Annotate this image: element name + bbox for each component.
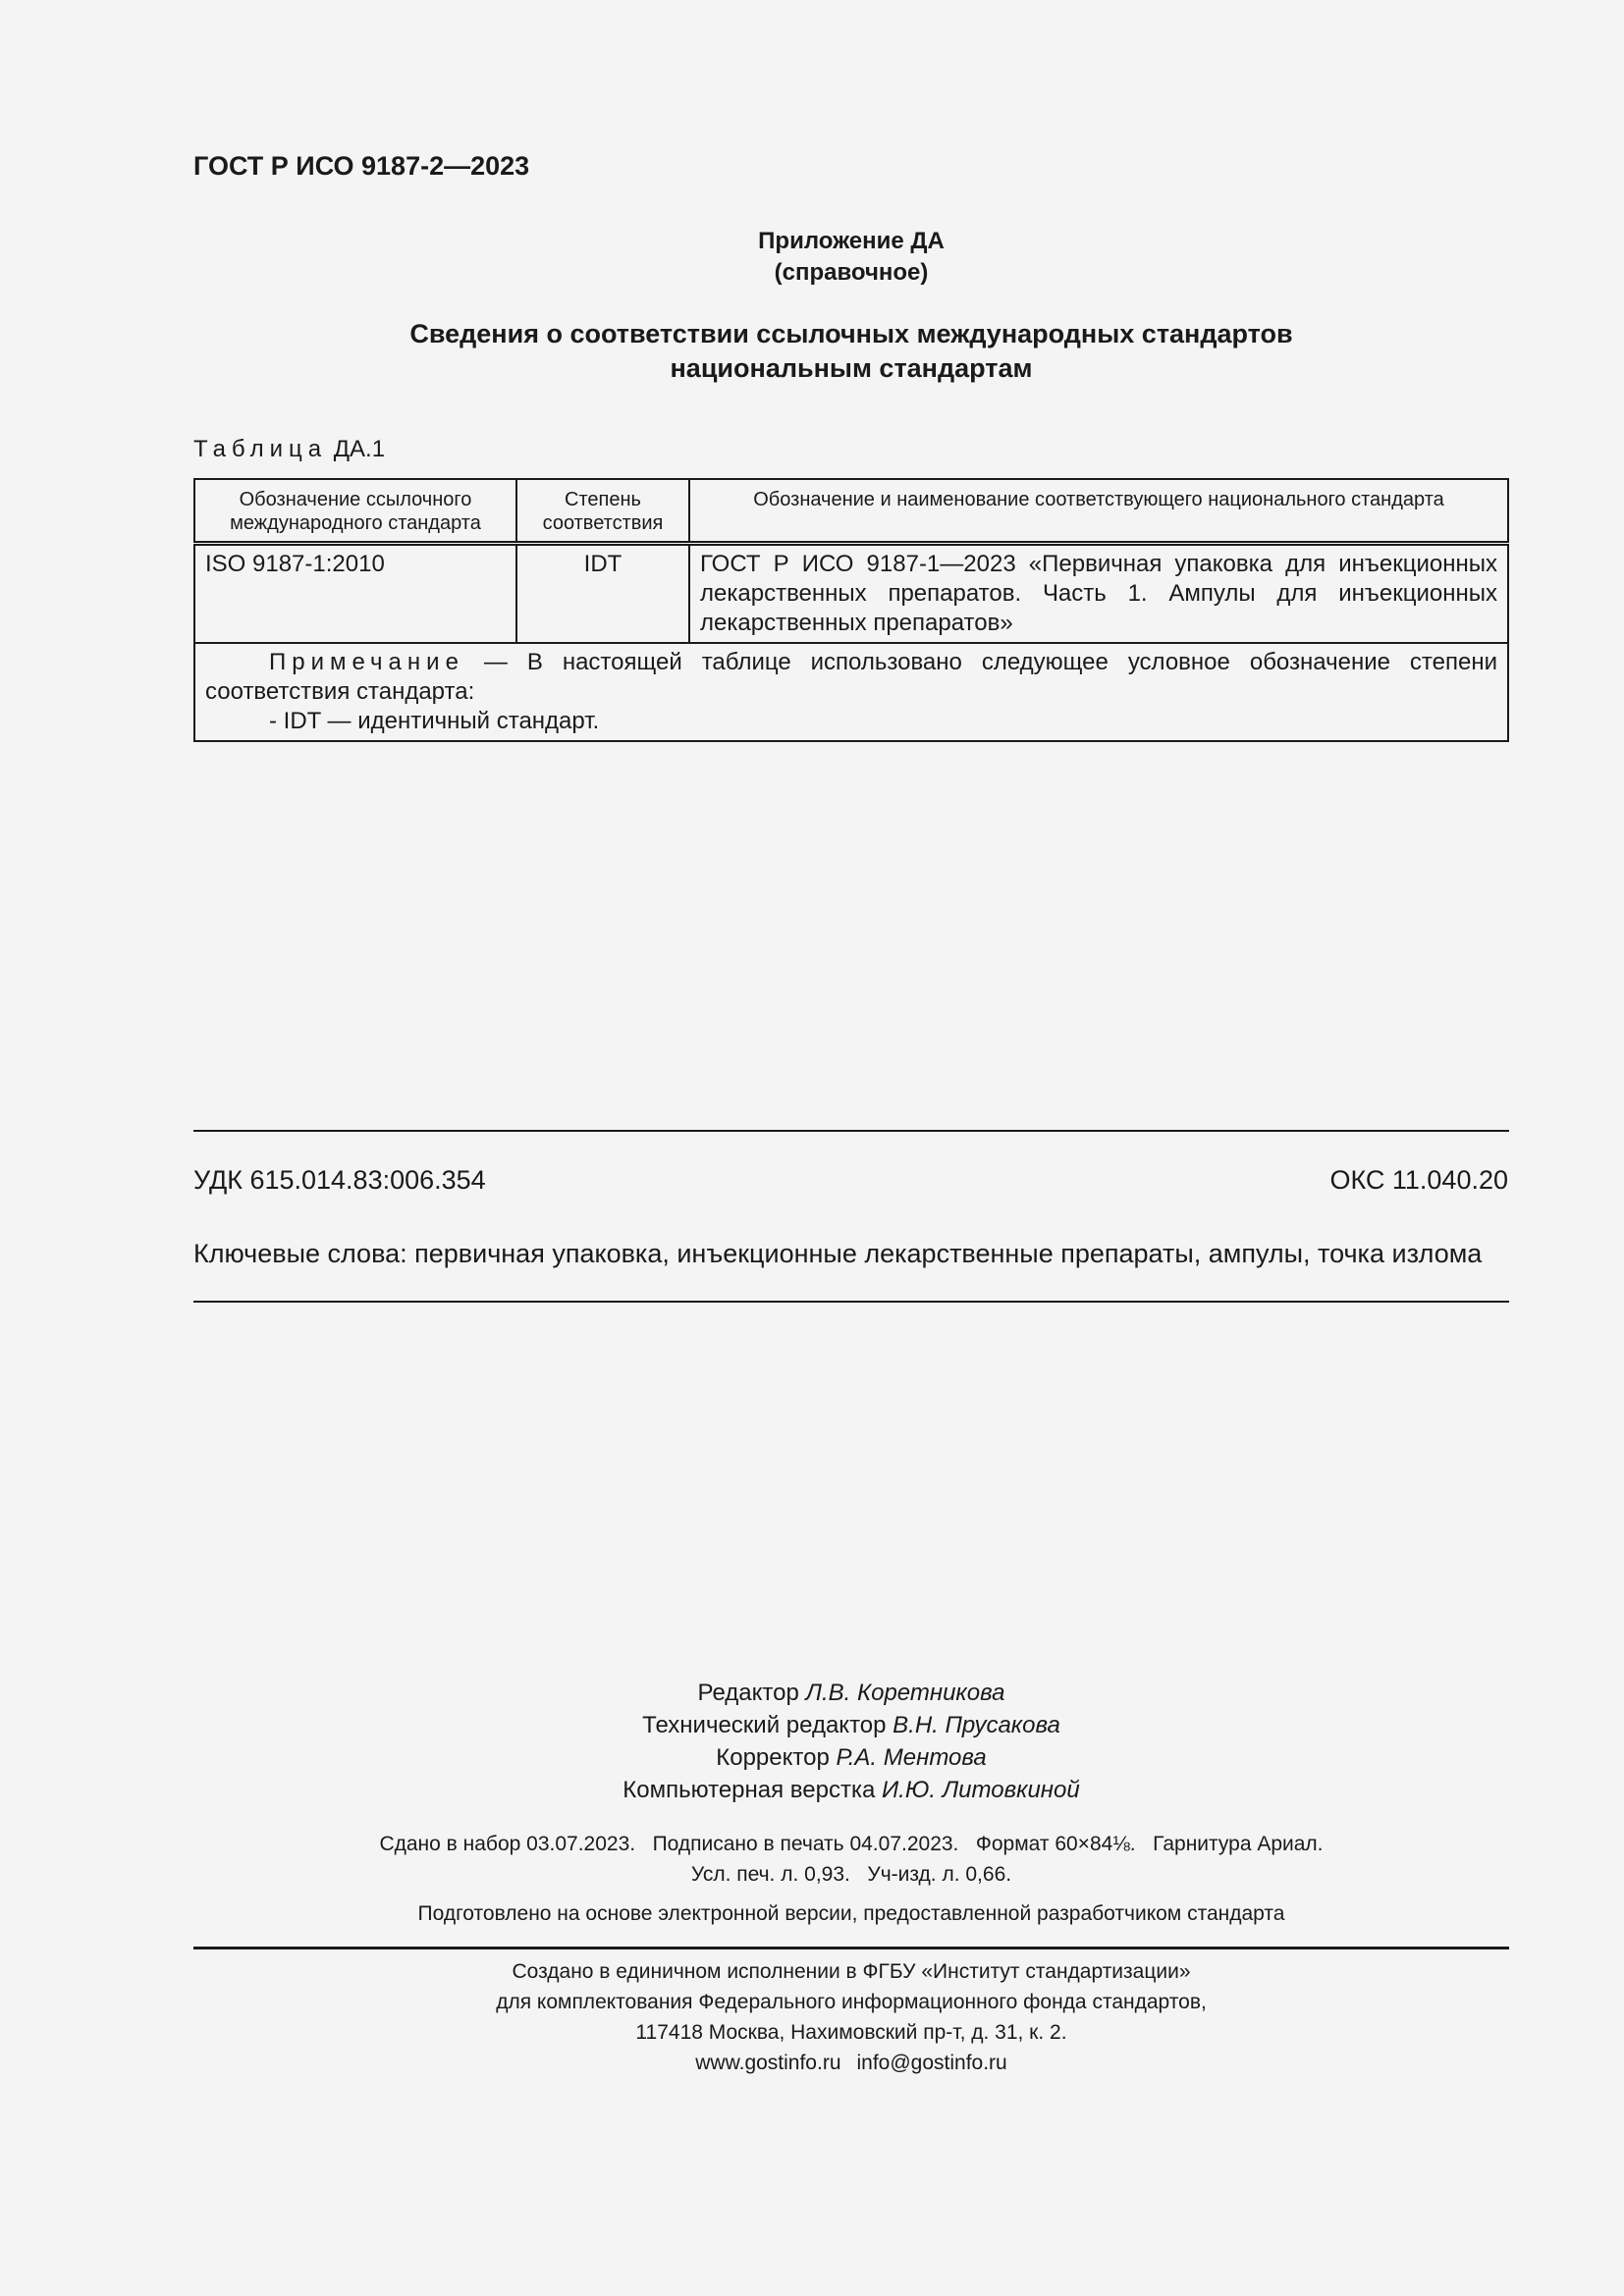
divider-middle bbox=[193, 1301, 1509, 1303]
credit-person: И.Ю. Литовкиной bbox=[882, 1777, 1080, 1803]
credit-role: Корректор bbox=[716, 1744, 830, 1771]
print-info bbox=[193, 1829, 1509, 1890]
publisher-line-3: 117418 Москва, Нахимовский пр-т, д. 31, к. 2. bbox=[635, 2021, 1067, 2044]
prepared-note: Подготовлено на основе электронной версии, предоставленной разработчиком стандарта bbox=[417, 1902, 1285, 1925]
credit-role: Компьютерная верстка bbox=[623, 1777, 876, 1803]
table-header-row bbox=[194, 479, 1508, 544]
publisher-line-1: Создано в единичном исполнении в ФГБУ «Институт стандартизации» bbox=[512, 1960, 1191, 1983]
credit-person: Р.А. Ментова bbox=[836, 1744, 987, 1771]
print-info-line-1: Сдано в набор 03.07.2023. Подписано в печать 04.07.2023. Формат 60×84⅛. Гарнитура Ариал. bbox=[379, 1833, 1324, 1855]
table-header-national: Обозначение и наименование соответствующего национального стандарта bbox=[689, 479, 1508, 544]
table-note-row bbox=[194, 643, 1508, 741]
credit-role: Редактор bbox=[697, 1680, 799, 1706]
note-body: — В настоящей таблице использовано следующее условное обозначение степени соответствия стандарта: bbox=[205, 649, 1497, 705]
keywords: Ключевые слова: первичная упаковка, инъекционные лекарственные препараты, ампулы, точка излома bbox=[193, 1239, 1483, 1268]
publisher-line-2: для комплектования Федерального информационного фонда стандартов, bbox=[496, 1991, 1207, 2013]
divider-top bbox=[193, 1130, 1509, 1132]
website-link[interactable]: www.gostinfo.ru bbox=[695, 2052, 841, 2074]
credit-proofreader bbox=[193, 1741, 1509, 1774]
appendix-label: Приложение ДА bbox=[758, 228, 945, 254]
table-header-degree: Степень соответствия bbox=[516, 479, 689, 544]
credit-person: В.Н. Прусакова bbox=[893, 1712, 1060, 1738]
table-row bbox=[194, 544, 1508, 644]
note-word: Примечание bbox=[269, 649, 464, 675]
note-item: - IDT — идентичный стандарт. bbox=[269, 708, 600, 734]
print-info-line-2: Усл. печ. л. 0,93. Уч-изд. л. 0,66. bbox=[690, 1863, 1012, 1886]
udk-code: УДК 615.014.83:006.354 bbox=[193, 1165, 486, 1195]
publisher-info bbox=[193, 1956, 1509, 2078]
appendix-title-line-2: национальным стандартам bbox=[670, 353, 1033, 383]
credit-editor bbox=[193, 1677, 1509, 1709]
table-note bbox=[194, 643, 1508, 741]
credit-person: Л.В. Коретникова bbox=[805, 1680, 1005, 1706]
publisher-contacts bbox=[193, 2048, 1509, 2078]
note-text bbox=[205, 648, 1497, 707]
table-cell-ref: ISO 9187-1:2010 bbox=[194, 544, 516, 644]
table-caption-number: ДА.1 bbox=[333, 436, 386, 462]
divider-bottom bbox=[193, 1947, 1509, 1949]
appendix-title bbox=[193, 317, 1509, 386]
credit-role: Технический редактор bbox=[642, 1712, 887, 1738]
email-link[interactable]: info@gostinfo.ru bbox=[856, 2052, 1007, 2074]
oks-code: ОКС 11.040.20 bbox=[1329, 1165, 1508, 1195]
standards-correspondence-table bbox=[193, 478, 1509, 742]
appendix-heading bbox=[193, 226, 1509, 289]
table-cell-degree: IDT bbox=[516, 544, 689, 644]
credit-tech-editor bbox=[193, 1709, 1509, 1741]
table-cell-national: ГОСТ Р ИСО 9187-1—2023 «Первичная упаковка для инъекционных лекарственных препаратов. Часть 1. Ампулы для инъекционных лекарственных препаратов» bbox=[689, 544, 1508, 644]
table-header-ref: Обозначение ссылочного международного стандарта bbox=[194, 479, 516, 544]
credits bbox=[193, 1677, 1509, 1806]
appendix-title-line-1: Сведения о соответствии ссылочных международных стандартов bbox=[409, 319, 1293, 348]
table-caption bbox=[193, 436, 385, 463]
appendix-kind: (справочное) bbox=[774, 259, 929, 286]
document-code: ГОСТ Р ИСО 9187-2—2023 bbox=[193, 151, 530, 181]
table-caption-word: Таблица bbox=[193, 436, 328, 462]
credit-layout bbox=[193, 1774, 1509, 1806]
